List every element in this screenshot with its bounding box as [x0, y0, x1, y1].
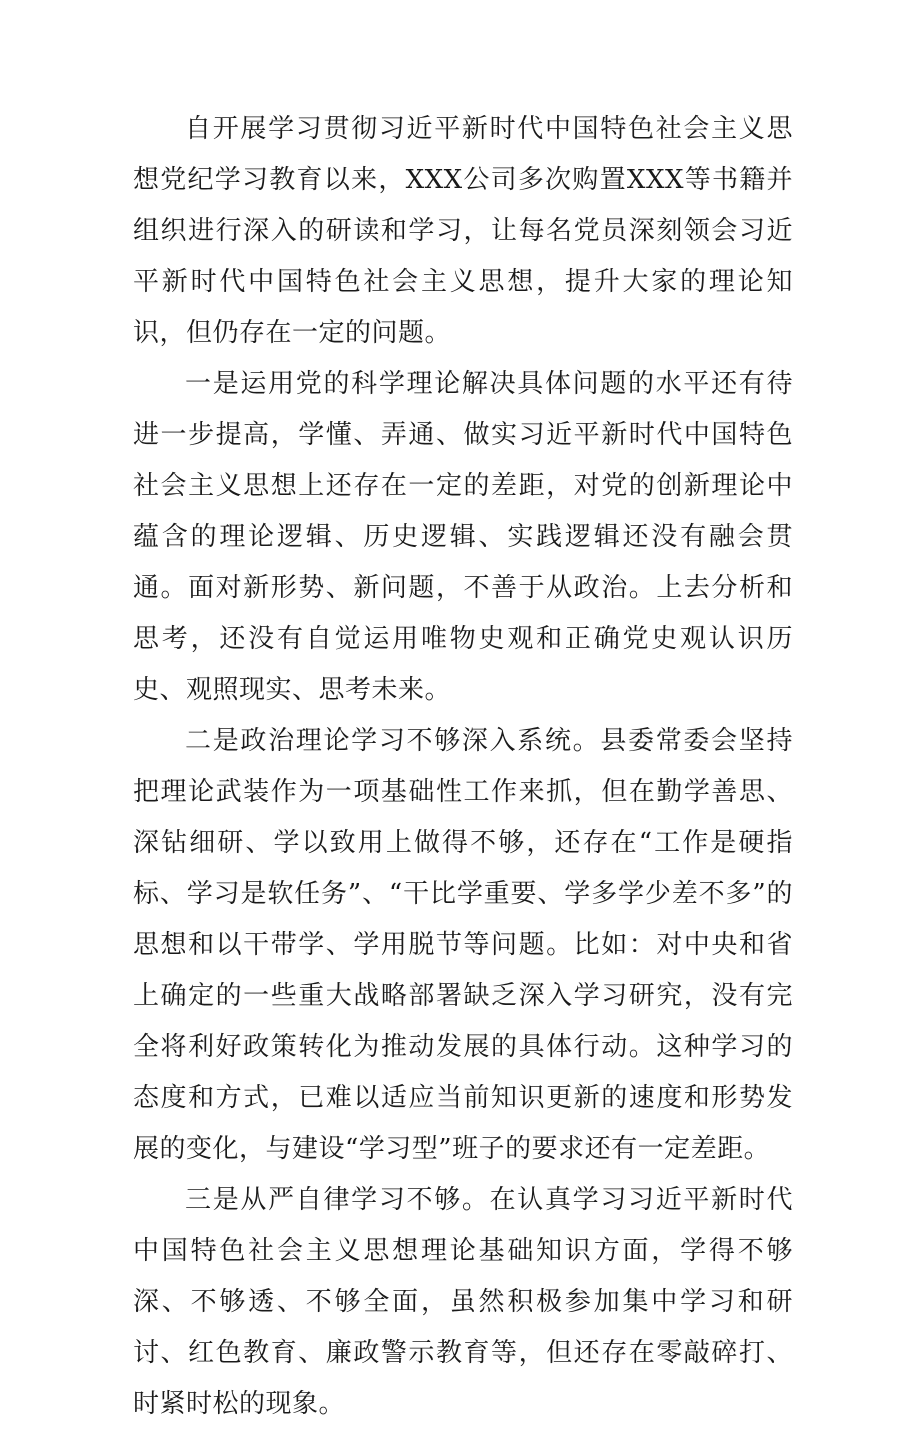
document-body	[133, 104, 793, 1430]
paragraph-intro: 自开展学习贯彻习近平新时代中国特色社会主义思想党纪学习教育以来，XXX公司多次购置XXX等书籍并组织进行深入的研读和学习，让每名党员深刻领会习近平新时代中国特色社会主义思想，提升大家的理论知识，但仍存在一定的问题。	[133, 114, 793, 348]
paragraph-point-two: 二是政治理论学习不够深入系统。县委常委会坚持把理论武装作为一项基础性工作来抓，但在勤学善思、深钻细研、学以致用上做得不够，还存在“工作是硬指标、学习是软任务”、“干比学重要、学多学少差不多”的思想和以干带学、学用脱节等问题。比如：对中央和省上确定的一些重大战略部署缺乏深入学习研究，没有完全将利好政策转化为推动发展的具体行动。这种学习的态度和方式，已难以适应当前知识更新的速度和形势发展的变化，与建设“学习型”班子的要求还有一定差距。	[133, 726, 793, 1164]
paragraph-point-one: 一是运用党的科学理论解决具体问题的水平还有待进一步提高，学懂、弄通、做实习近平新时代中国特色社会主义思想上还存在一定的差距，对党的创新理论中蕴含的理论逻辑、历史逻辑、实践逻辑还没有融会贯通。面对新形势、新问题，不善于从政治。上去分析和思考，还没有自觉运用唯物史观和正确党史观认识历史、观照现实、思考未来。	[133, 369, 793, 705]
paragraph-point-three: 三是从严自律学习不够。在认真学习习近平新时代中国特色社会主义思想理论基础知识方面，学得不够深、不够透、不够全面，虽然积极参加集中学习和研讨、红色教育、廉政警示教育等，但还存在零敲碎打、时紧时松的现象。	[133, 1185, 793, 1419]
